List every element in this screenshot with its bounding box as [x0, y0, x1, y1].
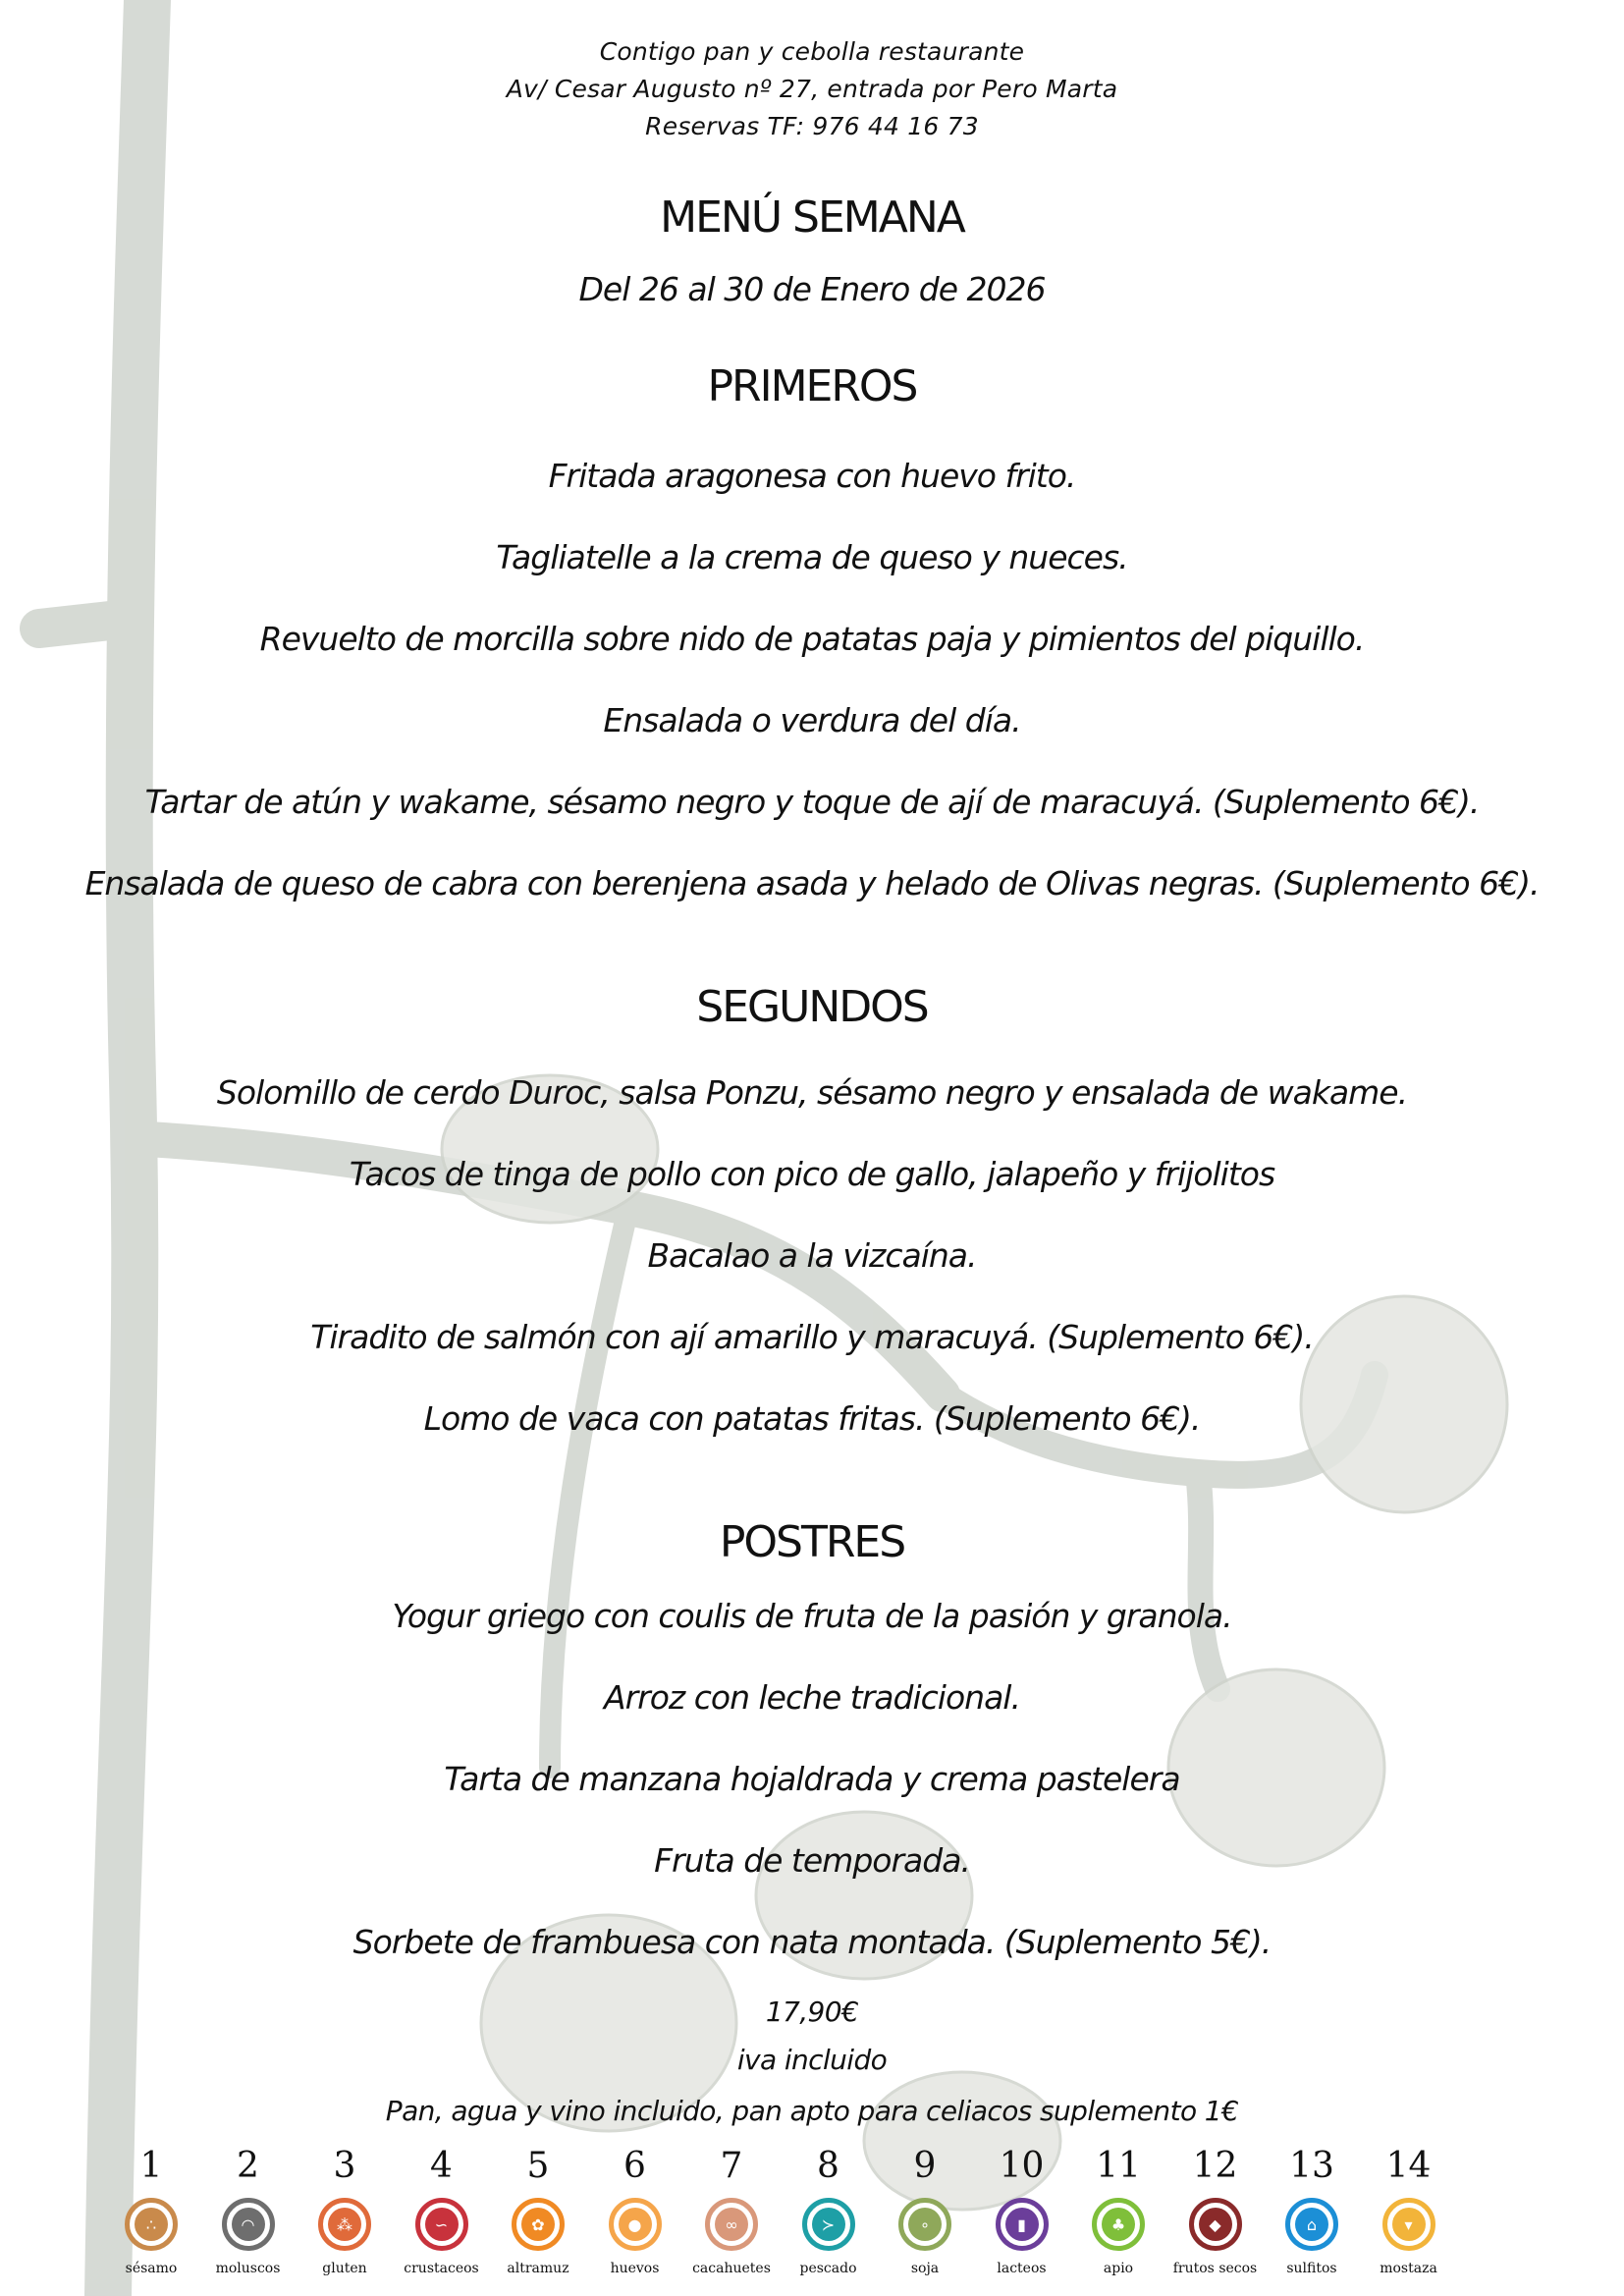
menu-dates: Del 26 al 30 de Enero de 2026: [578, 270, 1046, 308]
dish-item: Ensalada o verdura del día.: [603, 701, 1021, 739]
allergen-number: 1: [139, 2146, 163, 2186]
milk-icon: [996, 2198, 1049, 2251]
allergen-name: altramuz: [507, 2261, 569, 2276]
allergen-item-sulfitos: [1263, 2147, 1361, 2276]
dish-item: Fritada aragonesa con huevo frito.: [548, 457, 1076, 495]
allergen-item-mostaza: [1360, 2147, 1458, 2276]
mustard-icon: [1382, 2198, 1435, 2251]
allergen-item-sésamo: [102, 2147, 200, 2276]
allergen-icon-glyph: ≻: [812, 2208, 845, 2241]
allergen-icon-glyph: ∽: [425, 2208, 459, 2241]
allergen-number: 2: [237, 2146, 259, 2186]
dish-item: Arroz con leche tradicional.: [604, 1678, 1020, 1717]
allergen-name: frutos secos: [1172, 2261, 1258, 2276]
allergen-icon-glyph: ▾: [1392, 2208, 1426, 2241]
sesame-icon: [125, 2198, 178, 2251]
dish-item: Tarta de manzana hojaldrada y crema pastelera: [444, 1760, 1180, 1798]
dish-item: Revuelto de morcilla sobre nido de patatas paja y pimientos del piquillo.: [259, 620, 1365, 658]
dish-item: Tiradito de salmón con ají amarillo y maracuyá. (Suplemento 6€).: [310, 1318, 1314, 1356]
allergen-item-lacteos: [973, 2147, 1071, 2276]
menu-title: MENÚ SEMANA: [660, 192, 964, 243]
section-heading-segundos: SEGUNDOS: [696, 982, 928, 1032]
allergen-name: cacahuetes: [692, 2261, 771, 2276]
dish-item: Yogur griego con coulis de fruta de la pasión y granola.: [392, 1597, 1232, 1635]
tax-note: iva incluido: [736, 2044, 888, 2076]
allergen-number: 5: [526, 2146, 550, 2186]
allergen-number: 13: [1289, 2146, 1334, 2186]
allergen-item-altramuz: [489, 2147, 587, 2276]
allergen-number: 9: [913, 2146, 937, 2186]
allergen-number: 14: [1385, 2146, 1432, 2186]
allergen-number: 3: [333, 2146, 356, 2186]
allergen-icon-glyph: ∞: [715, 2208, 748, 2241]
bread-water-wine-note: Pan, agua y vino incluido, pan apto para celiacos suplemento 1€: [385, 2095, 1239, 2127]
dish-item: Sorbete de frambuesa con nata montada. (Suplemento 5€).: [352, 1923, 1272, 1961]
allergen-icon-glyph: ∘: [908, 2208, 942, 2241]
menu-price: 17,90€: [765, 1995, 859, 2028]
allergen-item-cacahuetes: [682, 2147, 781, 2276]
section-heading-primeros: PRIMEROS: [707, 361, 917, 411]
allergen-number: 6: [623, 2146, 646, 2186]
allergen-item-soja: [876, 2147, 974, 2276]
allergen-item-crustaceos: [393, 2147, 491, 2276]
allergen-number: 4: [430, 2146, 453, 2186]
allergen-name: moluscos: [215, 2261, 281, 2276]
allergen-name: apio: [1103, 2261, 1134, 2276]
allergen-icon-glyph: ♣: [1102, 2208, 1135, 2241]
dish-item: Solomillo de cerdo Duroc, salsa Ponzu, sésamo negro y ensalada de wakame.: [216, 1073, 1408, 1112]
allergen-name: pescado: [799, 2261, 857, 2276]
dish-item: Tagliatelle a la crema de queso y nueces.: [496, 538, 1128, 576]
allergen-icon-glyph: ⁂: [328, 2208, 361, 2241]
allergen-icon-glyph: ▮: [1005, 2208, 1039, 2241]
dish-item: Tacos de tinga de pollo con pico de gallo, jalapeño y frijolitos: [349, 1155, 1275, 1193]
allergen-name: huevos: [610, 2261, 660, 2276]
allergen-icon-glyph: ●: [619, 2208, 652, 2241]
allergen-name: soja: [910, 2261, 940, 2276]
dish-item: Lomo de vaca con patatas fritas. (Suplemento 6€).: [423, 1399, 1201, 1438]
dish-item: Bacalao a la vizcaína.: [647, 1236, 977, 1275]
allergen-item-moluscos: [199, 2147, 298, 2276]
allergen-name: lacteos: [997, 2261, 1047, 2276]
allergen-number: 10: [999, 2146, 1045, 2186]
allergen-item-frutos-secos: [1166, 2147, 1265, 2276]
allergen-item-huevos: [586, 2147, 684, 2276]
allergen-item-apio: [1069, 2147, 1167, 2276]
egg-icon: [609, 2198, 662, 2251]
allergen-icon-glyph: ⌂: [1295, 2208, 1328, 2241]
allergen-name: crustaceos: [404, 2261, 479, 2276]
allergen-number: 11: [1096, 2146, 1141, 2186]
peanut-icon: [705, 2198, 758, 2251]
reservations-phone: Reservas TF: 976 44 16 73: [645, 112, 979, 140]
soy-icon: [898, 2198, 951, 2251]
restaurant-name: Contigo pan y cebolla restaurante: [599, 37, 1025, 66]
allergen-icon-glyph: ∴: [135, 2208, 168, 2241]
wheat-icon: [318, 2198, 371, 2251]
dish-item: Tartar de atún y wakame, sésamo negro y toque de ají de maracuyá. (Suplemento 6€).: [144, 783, 1480, 821]
dish-item: Fruta de temporada.: [654, 1841, 970, 1880]
allergen-name: mostaza: [1380, 2261, 1437, 2276]
sulphites-icon: [1285, 2198, 1338, 2251]
allergen-number: 12: [1192, 2146, 1238, 2186]
allergen-icon-glyph: ◆: [1199, 2208, 1232, 2241]
allergen-icon-glyph: ◠: [232, 2208, 265, 2241]
fish-icon: [802, 2198, 855, 2251]
allergen-item-pescado: [780, 2147, 878, 2276]
dish-item: Ensalada de queso de cabra con berenjena asada y helado de Olivas negras. (Suplemento 6€).: [84, 864, 1540, 902]
nuts-icon: [1189, 2198, 1242, 2251]
lupin-icon: [512, 2198, 565, 2251]
celery-icon: [1092, 2198, 1145, 2251]
allergen-number: 8: [817, 2146, 839, 2186]
allergen-icon-glyph: ✿: [521, 2208, 555, 2241]
mollusc-icon: [222, 2198, 275, 2251]
allergen-name: gluten: [322, 2261, 367, 2276]
section-heading-postres: POSTRES: [719, 1517, 905, 1567]
allergen-name: sésamo: [125, 2261, 178, 2276]
shrimp-icon: [415, 2198, 468, 2251]
allergen-name: sulfitos: [1286, 2261, 1337, 2276]
allergen-number: 7: [720, 2146, 743, 2186]
allergen-item-gluten: [296, 2147, 394, 2276]
restaurant-address: Av/ Cesar Augusto nº 27, entrada por Pero Marta: [506, 75, 1118, 103]
